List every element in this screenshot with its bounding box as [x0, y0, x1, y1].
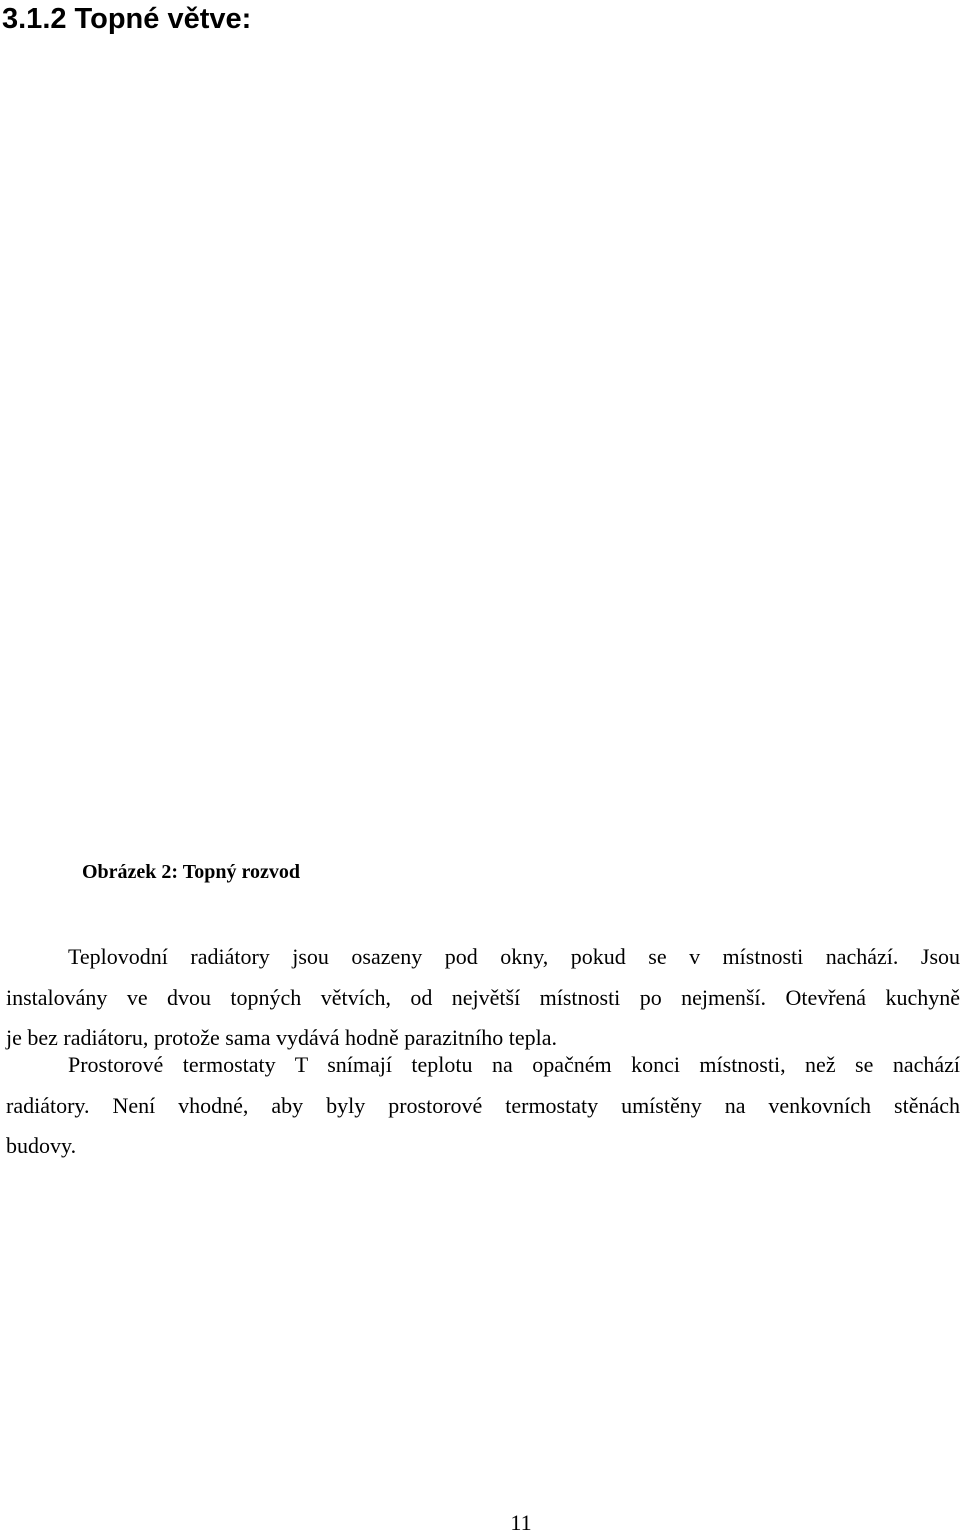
paragraph-line: instalovány ve dvou topných větvích, od největší místnosti po nejmenší. Otevřená kuchyně	[6, 984, 960, 1010]
paragraph-thermostats	[6, 1045, 960, 1167]
figure-caption: Obrázek 2: Topný rozvod	[82, 861, 300, 883]
page-number: 11	[510, 1510, 532, 1535]
paragraph-line: je bez radiátoru, protože sama vydává hodně parazitního tepla.	[6, 1025, 557, 1050]
paragraph-line: budovy.	[6, 1133, 77, 1158]
paragraph-radiators	[6, 937, 960, 1059]
paragraph-line: Teplovodní radiátory jsou osazeny pod okny, pokud se v místnosti nachází. Jsou	[68, 944, 960, 969]
section-heading: 3.1.2 Topné větve:	[2, 3, 252, 35]
figure-placeholder	[0, 60, 960, 840]
paragraph-line: radiátory. Není vhodné, aby byly prostorové termostaty umístěny na venkovních stěnách	[6, 1092, 960, 1118]
paragraph-line: Prostorové termostaty T snímají teplotu na opačném konci místnosti, než se nachází	[68, 1052, 960, 1077]
